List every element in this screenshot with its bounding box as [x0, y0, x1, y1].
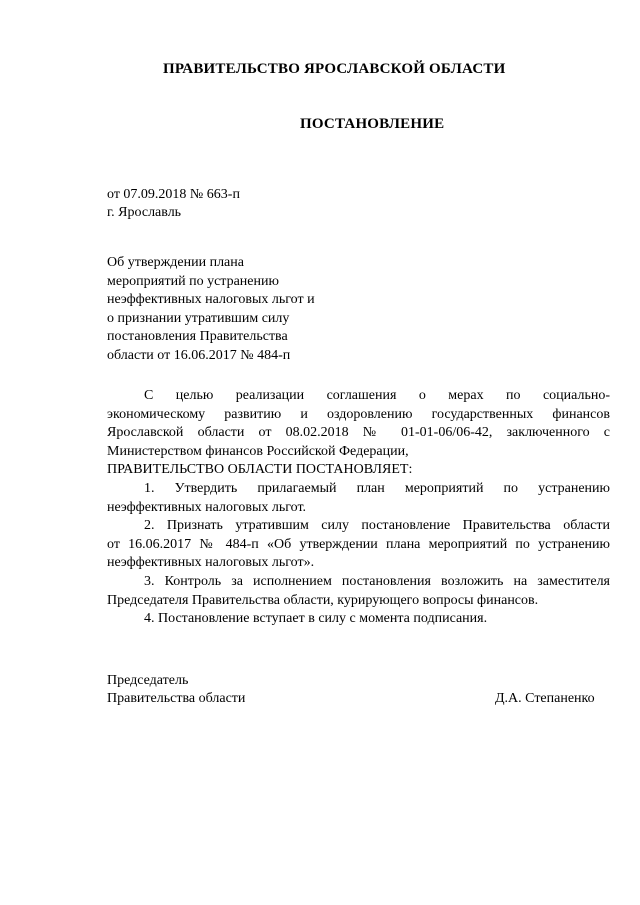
document-city: г. Ярославль: [107, 205, 182, 220]
subject-line: неэффективных налоговых льгот и: [107, 292, 315, 308]
preamble-paragraph: [107, 387, 610, 480]
government-header: ПРАВИТЕЛЬСТВО ЯРОСЛАВСКОЙ ОБЛАСТИ: [163, 61, 506, 77]
document-date-number: от 07.09.2018 № 663-п: [107, 187, 240, 202]
item-2-line: от 16.06.2017 № 484-п «Об утверждении плана мероприятий по устранению: [107, 536, 610, 552]
item-1-paragraph: [107, 480, 610, 517]
item-1-line: 1. Утвердить прилагаемый план мероприятий по устранению: [144, 481, 610, 496]
item-4-line: 4. Постановление вступает в силу с момента подписания.: [144, 611, 488, 626]
preamble-line: Министерством финансов Российской Федерации,: [107, 443, 409, 459]
item-4-paragraph: [107, 610, 610, 629]
subject-line: постановления Правительства: [107, 329, 288, 345]
item-2-line: неэффективных налоговых льгот».: [107, 555, 315, 571]
subject-line: о признании утратившим силу: [107, 310, 290, 326]
document-subject: [107, 254, 315, 366]
preamble-line: С целью реализации соглашения о мерах по социально-: [144, 388, 610, 403]
signature-title-line2: Правительства области: [107, 691, 246, 706]
preamble-resolution: ПРАВИТЕЛЬСТВО ОБЛАСТИ ПОСТАНОВЛЯЕТ:: [107, 462, 413, 478]
subject-line: Об утверждении плана: [107, 255, 244, 270]
subject-line: мероприятий по устранению: [107, 273, 279, 289]
signature-title-line1: Председатель: [107, 673, 189, 688]
preamble-line: экономическому развитию и оздоровлению государственных финансов: [107, 406, 610, 422]
item-3-line: Председателя Правительства области, курирующего вопросы финансов.: [107, 592, 539, 608]
signatory-name: Д.А. Степаненко: [495, 691, 595, 706]
item-3-paragraph: [107, 573, 610, 610]
subject-line: области от 16.06.2017 № 484-п: [107, 347, 291, 363]
item-3-line: 3. Контроль за исполнением постановления возложить на заместителя: [144, 574, 610, 589]
preamble-line: Ярославской области от 08.02.2018 № 01-01-06/06-42, заключенного с: [107, 425, 610, 441]
item-2-line: 2. Признать утратившим силу постановление Правительства области: [144, 518, 610, 533]
item-1-line: неэффективных налоговых льгот.: [107, 499, 307, 515]
item-2-paragraph: [107, 517, 610, 573]
document-type-title: ПОСТАНОВЛЕНИЕ: [300, 116, 445, 132]
